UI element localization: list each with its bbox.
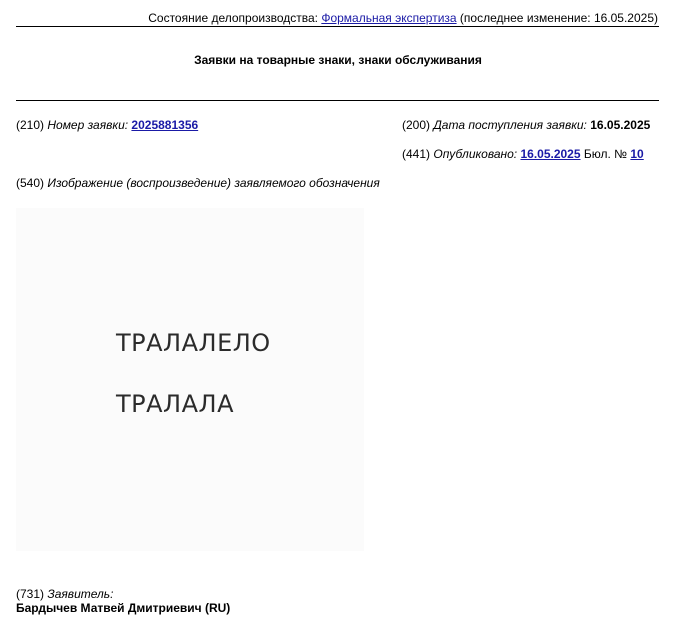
applicant-label: Заявитель: [47,587,114,601]
applicant-code: (731) [16,587,45,601]
status-changed-date: 16.05.2025 [593,11,654,25]
filing-date [402,118,650,132]
publication-date-link[interactable]: 16.05.2025 [520,147,581,161]
publication-code: (441) [402,147,431,161]
application-number-code: (210) [16,118,45,132]
page-title-text: Заявки на товарные знаки, знаки обслуживания [194,53,482,67]
status-label: Состояние делопроизводства: [148,11,318,25]
status-link[interactable]: Формальная экспертиза [321,11,457,25]
title-divider [16,100,659,101]
image-code: (540) [16,176,45,190]
image-caption [16,176,380,190]
bulletin-number-link[interactable]: 10 [630,147,644,161]
status-line [148,11,658,25]
application-number-link[interactable]: 2025881356 [131,118,199,132]
applicant-name [16,601,230,615]
bulletin-label: Бюл. № [583,147,628,161]
trademark-text-line-1: ТРАЛАЛЕЛО [116,329,271,357]
application-number [16,118,198,132]
applicant-caption [16,587,113,601]
trademark-text-line-2: ТРАЛАЛА [116,390,234,418]
application-number-label: Номер заявки: [47,118,129,132]
trademark-image [16,208,364,551]
publication [402,147,644,161]
applicant-name-text: Бардычев Матвей Дмитриевич (RU) [16,601,231,615]
publication-label: Опубликовано: [433,147,518,161]
page-title [0,53,676,67]
top-divider [16,26,659,27]
filing-date-code: (200) [402,118,431,132]
filing-date-label: Дата поступления заявки: [433,118,587,132]
filing-date-value: 16.05.2025 [590,118,651,132]
status-changed-suffix: ) [654,11,658,25]
image-label: Изображение (воспроизведение) заявляемого обозначения [47,176,380,190]
status-changed-prefix: (последнее изменение: [459,11,591,25]
